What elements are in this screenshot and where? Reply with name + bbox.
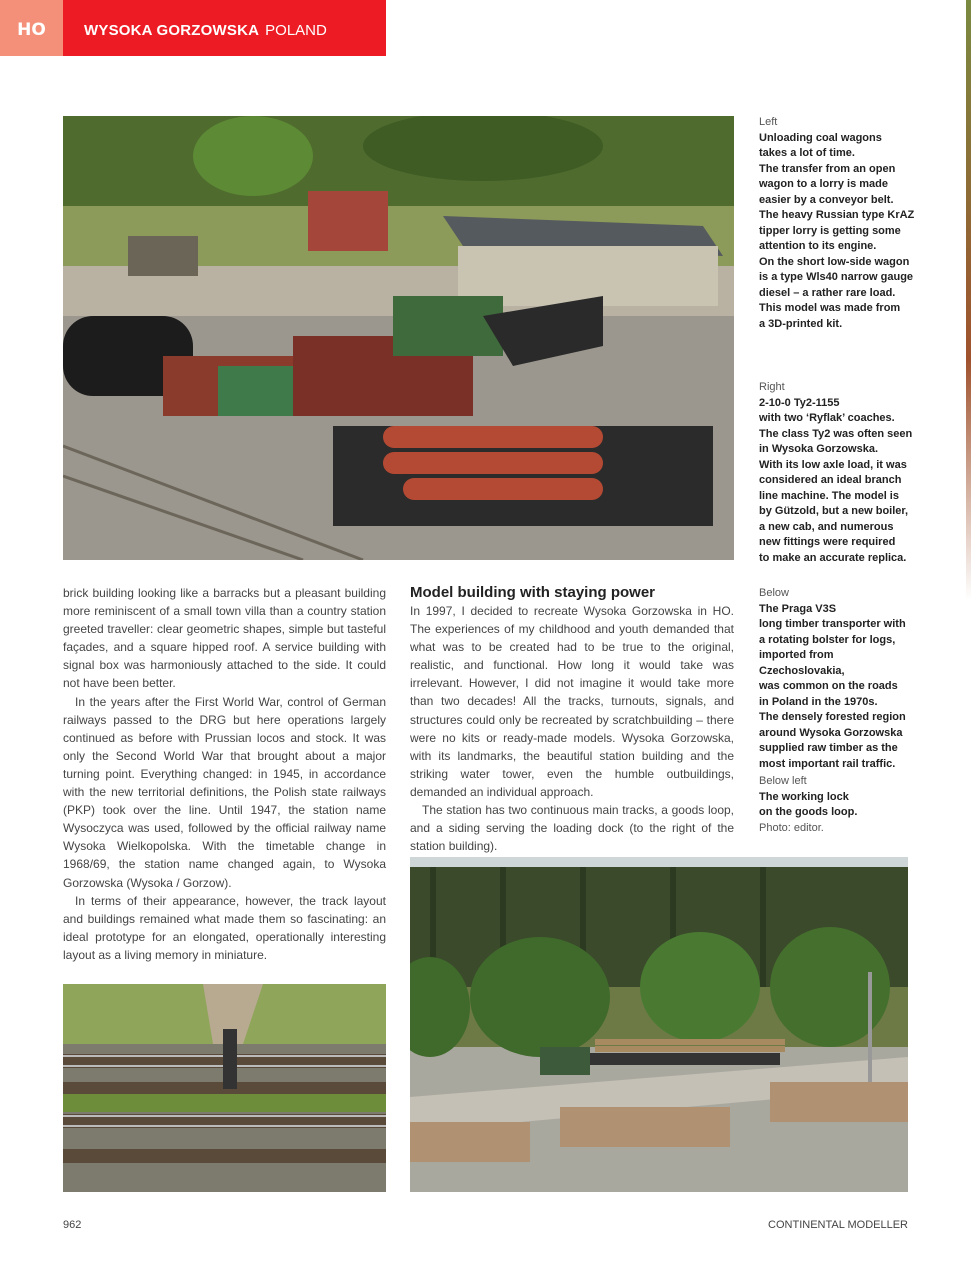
- caption-text: 2-10-0 Ty2-1155 with two ‘Ryflak’ coaches. The class Ty2 was often seen in Wysoka Gorzowska. With its low axle load, it was considered an ideal branch line machine. The model is by Gützold, but a new boiler, a new cab, and numerous new fittings were required to make an accurate replica.: [759, 396, 913, 564]
- paragraph: In the years after the First World War, control of German railways passed to the DRG but here operations largely continued as before with Prussian locos and stock. It was only the Second World War that brought about a major turning point. Everything changed: in 1945, in accordance with the new territorial definitions, the Polish state railways (PKP) took over the line. Until 1947, the station name Wysoczyca was used, followed by the official railway name Wysoka Wielkopolska. With the timetable change in 1968/69, the station name changed again, to Wysoka Gorzowska (Wysoka / Gorzow).: [63, 694, 386, 890]
- photo-coal-unloading: [63, 116, 734, 560]
- caption-text: Unloading coal wagons takes a lot of time. The transfer from an open wagon to a lorry is made easier by a conveyor belt. The heavy Russian type KrAZ tipper lorry is getting some attention to its engine. On the short low-side wagon is a type Wls40 narrow gauge diesel – a rather rare load. This model was made from a 3D-printed kit.: [759, 131, 915, 330]
- caption-right: [759, 380, 919, 566]
- country-name: POLAND: [265, 22, 327, 39]
- caption-below-left: [759, 774, 919, 836]
- publication-name: CONTINENTAL MODELLER: [768, 1219, 908, 1231]
- paragraph: brick building looking like a barracks but a pleasant building more reminiscent of a small town villa than a country station greeted traveller: clear geometric shapes, simple but tasteful façades, and a square hipped roof. A service building with signal box was harmoniously attached to the side. It could not have been better.: [63, 586, 386, 691]
- location-name: WYSOKA GORZOWSKA: [84, 22, 260, 39]
- article-title: [84, 0, 327, 62]
- page-number: 962: [63, 1219, 82, 1231]
- body-column-1: [63, 584, 386, 964]
- caption-label: Below: [759, 587, 789, 599]
- photo-timber-transporter: [410, 857, 908, 1192]
- section-heading: Model building with staying power: [410, 584, 655, 601]
- section-header: [0, 0, 386, 56]
- caption-text: The working lock on the goods loop.: [759, 790, 858, 818]
- photo-credit: Photo: editor.: [759, 821, 824, 834]
- paragraph: In 1997, I decided to recreate Wysoka Gorzowska in HO. The experiences of my childhood and youth demanded that what was to be created had to be true to the original, realistic, and functional. How long it would take was irrelevant. However, I did not imagine it would take more than two decades! All the tracks, turnouts, signals, and structures could only be recreated by scratchbuilding – there were no kits or ready-made models. Wysoka Gorzowska, with its landmarks, the beautiful station building and the striking water tower, even the humble outbuildings, demanded an individual approach.: [410, 604, 734, 799]
- paragraph: The station has two continuous main tracks, a goods loop, and a siding serving the loading dock (to the right of the station building).: [410, 803, 734, 854]
- gauge-badge: HO: [0, 0, 63, 56]
- facing-page-edge: [966, 0, 971, 600]
- caption-label: Below left: [759, 775, 807, 787]
- photo-working-lock: [63, 984, 386, 1192]
- caption-below: [759, 586, 919, 772]
- caption-text: The Praga V3S long timber transporter with a rotating bolster for logs, imported from Czechoslovakia, was common on the roads in Poland in the 1970s. The densely forested region around Wysoka Gorzowska supplied raw timber as the most important rail traffic.: [759, 602, 906, 770]
- paragraph: In terms of their appearance, however, the track layout and buildings remained what made them so fascinating: an ideal prototype for an elongated, operationally interesting layout as a living memory in miniature.: [63, 893, 386, 962]
- caption-label: Left: [759, 116, 778, 128]
- caption-label: Right: [759, 381, 785, 393]
- caption-left: [759, 115, 919, 332]
- body-column-2: [410, 583, 734, 855]
